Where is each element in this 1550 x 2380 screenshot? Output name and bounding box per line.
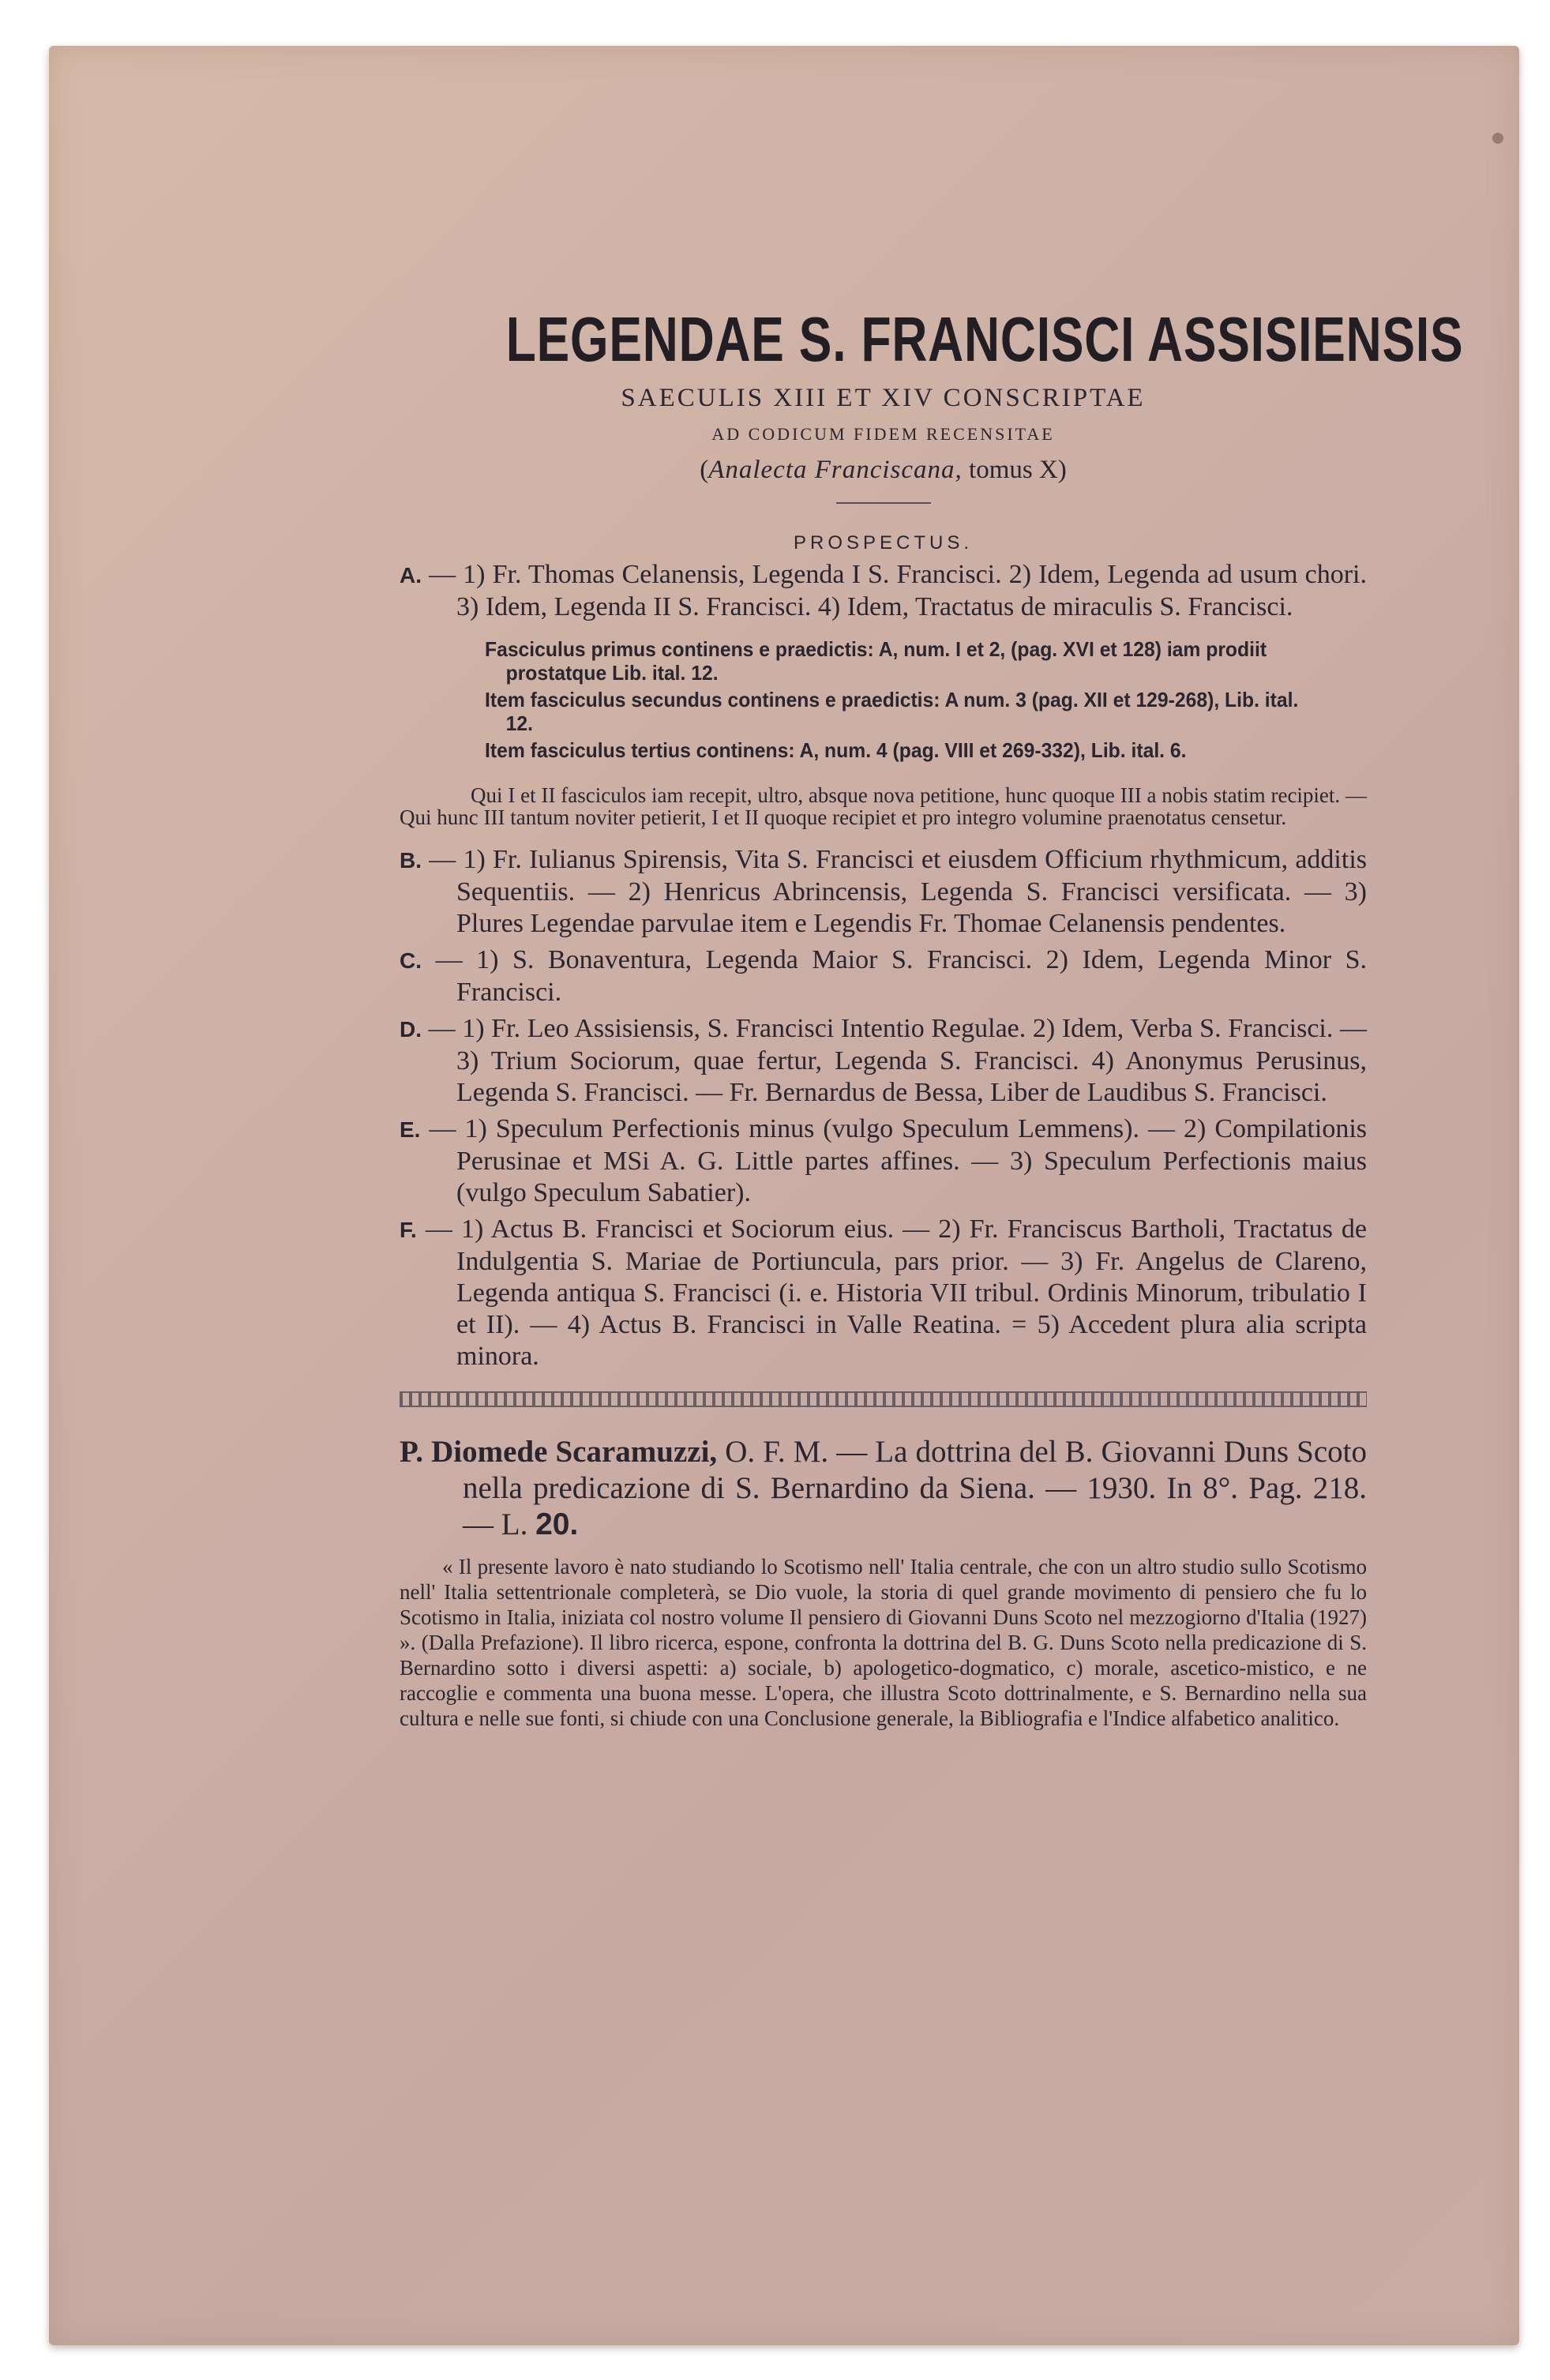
entry-f bbox=[400, 1214, 1367, 1372]
entry-b bbox=[400, 844, 1367, 940]
fascicle-list bbox=[400, 637, 1367, 762]
series-open: ( bbox=[700, 456, 709, 484]
entry-text: — 1) Actus B. Francisci et Sociorum eius. — 2) Fr. Franciscus Bartholi, Tractatus de Indulgentia S. Mariae de Portiuncula, pars prior. — 3) Fr. Angelus de Clareno, Legenda antiqua S. Francisci (i. e. Historia VII tribul. Ordinis Minorum, tribulatio I et II). — 4) Actus B. Francisci in Valle Reatina. = 5) Accedent plura alia scripta minora. bbox=[425, 1214, 1367, 1371]
entry-text: — 1) Fr. Iulianus Spirensis, Vita S. Francisci et eiusdem Officium rhythmicum, additis Sequentiis. — 2) Henricus Abrincensis, Legenda S. Francisci versificata. — 3) Plures Legendae parvulae item e Legendis Fr. Thomae Celanensis pendentes. bbox=[429, 845, 1368, 938]
page-content bbox=[400, 304, 1464, 1731]
ornamental-divider bbox=[400, 1391, 1367, 1407]
fascicle-item: Fasciculus primus continens e praedictis: A, num. I et 2, (pag. XVI et 128) iam prodiit prostatque Lib. ital. 12. bbox=[485, 637, 1267, 685]
entry-text: — 1) Fr. Thomas Celanensis, Legenda I S. Francisci. 2) Idem, Legenda ad usum chori. 3) Idem, Legenda II S. Francisci. 4) Idem, Tractatus de miraculis S. Francisci. bbox=[429, 560, 1367, 621]
prospectus-heading: PROSPECTUS. bbox=[793, 532, 974, 554]
book-price: 20. bbox=[535, 1507, 579, 1541]
entry-letter: C. bbox=[400, 948, 422, 973]
fascicle-item: Item fasciculus tertius continens: A, num. 4 (pag. VIII et 269-332), Lib. ital. 6. bbox=[485, 738, 1187, 762]
title-divider bbox=[836, 502, 931, 504]
series-volume: tomus X) bbox=[962, 456, 1067, 484]
entry-a bbox=[400, 559, 1367, 623]
entry-letter: D. bbox=[400, 1017, 422, 1042]
series-line bbox=[400, 456, 1367, 485]
entry-d bbox=[400, 1013, 1367, 1109]
book-citation: O. F. M. — La dottrina del B. Giovanni Duns Scoto nella predicazione di S. Bernardino da Siena. — 1930. In 8°. Pag. 218. — L. bbox=[463, 1435, 1368, 1541]
fascicle-item: Item fasciculus secundus continens e praedictis: A num. 3 (pag. XII et 129-268), Lib. ital. 12. bbox=[485, 688, 1299, 735]
document-subtitle: SAECULIS XIII ET XIV CONSCRIPTAE bbox=[621, 384, 1146, 412]
book-description: « Il presente lavoro è nato studiando lo Scotismo nell' Italia centrale, che con un altro studio sullo Scotismo nell' Italia settentrionale completerà, se Dio vuole, la storia di quel grande movimento di pensiero che fu lo Scotismo in Italia, iniziata col nostro volume Il pensiero di Giovanni Duns Scoto nel mezzogiorno d'Italia (1927) ». (Dalla Prefazione). Il libro ricerca, espone, confronta la dottrina del B. G. Duns Scoto nella predicazione di S. Bernardino sotto i diversi aspetti: a) sociale, b) apologetico-dogmatico, c) morale, ascetico-mistico, e ne raccoglie e commenta una buona messe. L'opera, che illustra Scoto dottrinalmente, e S. Bernardino nella sua cultura e nelle sue fonti, si chiude con una Conclusione generale, la Bibliografia e l'Indice alfabetico analitico. bbox=[400, 1555, 1367, 1730]
document-page bbox=[49, 46, 1519, 2345]
entry-c bbox=[400, 944, 1367, 1008]
entry-text: — 1) S. Bonaventura, Legenda Maior S. Francisci. 2) Idem, Legenda Minor S. Francisci. bbox=[435, 945, 1367, 1007]
entry-letter: B. bbox=[400, 848, 422, 873]
paper-mark bbox=[1492, 133, 1503, 144]
entry-text: — 1) Speculum Perfectionis minus (vulgo Speculum Lemmens). — 2) Compilationis Perusinae et MSi A. G. Little partes affines. — 3) Speculum Perfectionis maius (vulgo Speculum Sabatier). bbox=[429, 1114, 1368, 1207]
entry-letter: A. bbox=[400, 563, 422, 587]
document-subsubtitle: AD CODICUM FIDEM RECENSITAE bbox=[711, 424, 1055, 444]
entry-letter: E. bbox=[400, 1117, 421, 1142]
series-name: Analecta Franciscana, bbox=[708, 456, 963, 484]
entry-e bbox=[400, 1113, 1367, 1209]
book-advertisement bbox=[400, 1434, 1367, 1543]
document-title: LEGENDAE S. FRANCISCI ASSISIENSIS bbox=[505, 304, 1464, 374]
subscription-note: Qui I et II fasciculos iam recepit, ultro, absque nova petitione, hunc quoque III a nobis statim recipiet. — Qui hunc III tantum noviter petierit, I et II quoque recipiet et pro integro volumine praenotatus censetur. bbox=[400, 783, 1367, 829]
book-author: P. Diomede Scaramuzzi, bbox=[400, 1435, 718, 1469]
entry-list bbox=[400, 844, 1367, 1372]
entry-text: — 1) Fr. Leo Assisiensis, S. Francisci Intentio Regulae. 2) Idem, Verba S. Francisci. — 3) Trium Sociorum, quae fertur, Legenda S. Francisci. 4) Anonymus Perusinus, Legenda S. Francisci. — Fr. Bernardus de Bessa, Liber de Laudibus S. Francisci. bbox=[428, 1014, 1367, 1107]
entry-letter: F. bbox=[400, 1218, 417, 1242]
